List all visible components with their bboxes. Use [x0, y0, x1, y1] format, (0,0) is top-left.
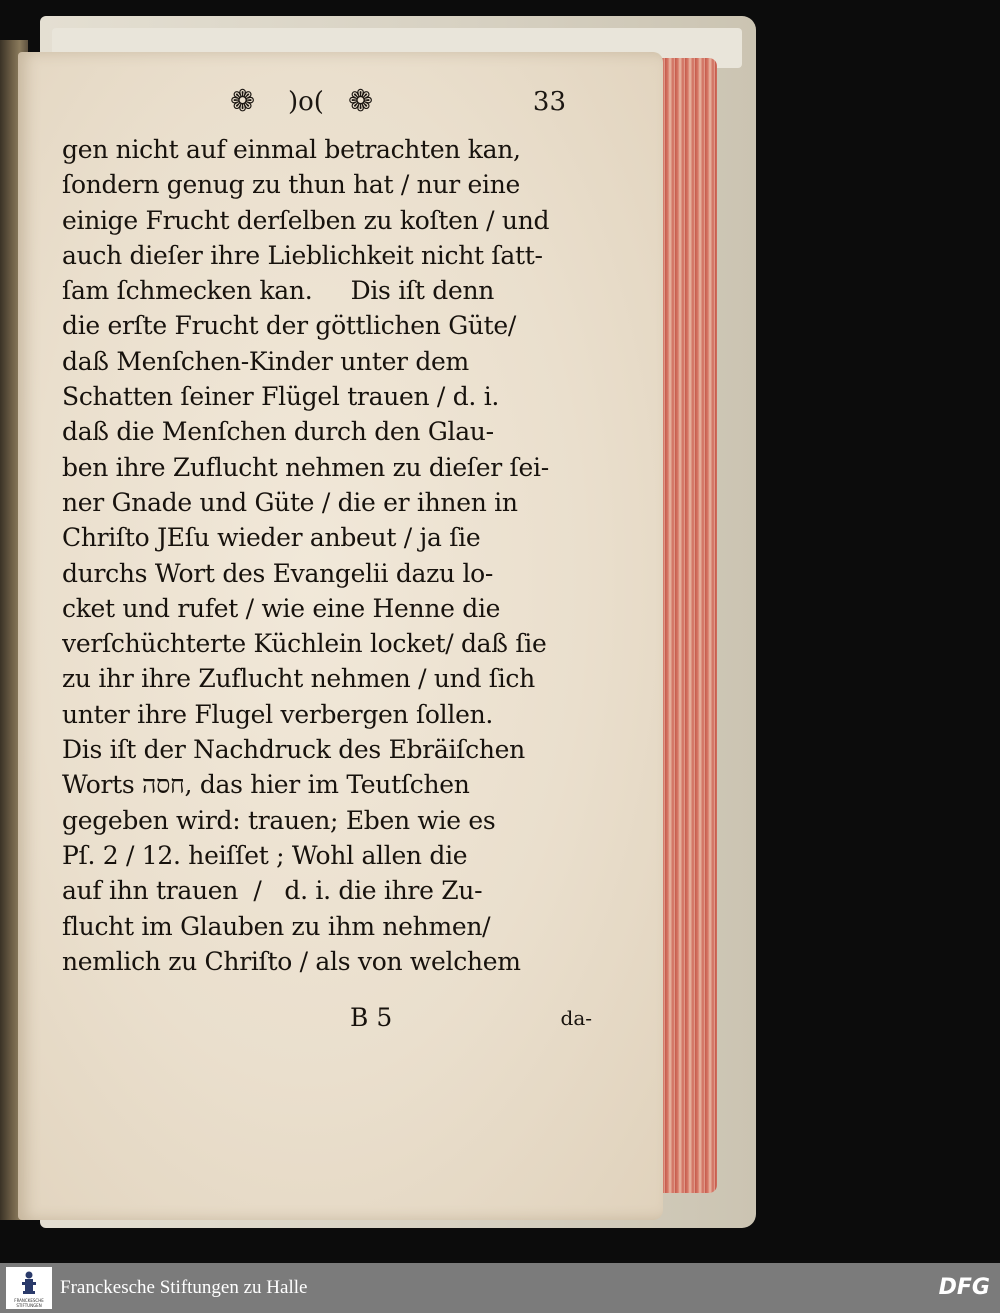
text-line: Dis iſt der Nachdruck des Ebräiſchen: [62, 735, 525, 765]
text-line: auch dieſer ihre Lieblichkeit nicht ſatt-: [62, 240, 543, 270]
text-line: verſchüchterte Küchlein locket/ daß ſie: [62, 629, 547, 659]
text-line: nemlich zu Chriſto / als von welchem: [62, 946, 521, 976]
francke-logo[interactable]: [6, 1267, 52, 1309]
text-line: Pſ. 2 / 12. heiſſet ; Wohl allen die: [62, 840, 468, 870]
text-line: gen nicht auf einmal betrachten kan,: [62, 135, 521, 164]
dfg-logo[interactable]: DFG: [938, 1275, 990, 1300]
red-page-edges: [655, 58, 717, 1193]
text-line: Worts חסה, das hier im Teutſchen: [62, 770, 470, 800]
footer-bar: [0, 1263, 1000, 1313]
header-ornament: )o(: [288, 87, 324, 117]
text-line: durchs Wort des Evangelii dazu lo-: [62, 558, 494, 588]
body-text: [62, 132, 592, 979]
francke-emblem-icon: [20, 1270, 38, 1296]
text-line: ner Gnade und Güte / die er ihnen in: [62, 487, 518, 517]
page-footer: [62, 1000, 592, 1036]
text-line: die erſte Frucht der göttlichen Güte/: [62, 311, 517, 341]
signature-mark: B 5: [350, 1003, 393, 1032]
text-line: cket und rufet / wie eine Henne die: [62, 593, 501, 623]
logo-text: FRANCKESCHE STIFTUNGEN: [14, 1298, 44, 1308]
flower-ornament-icon: ❁: [230, 84, 256, 119]
text-line: zu ihr ihre Zuflucht nehmen / und ſich: [62, 664, 535, 694]
page-header: [230, 82, 580, 122]
text-line: Chriſto JEſu wieder anbeut / ja ſie: [62, 523, 481, 553]
text-line: ben ihre Zuflucht nehmen zu dieſer ſei-: [62, 452, 549, 482]
page-number: 33: [532, 87, 566, 117]
text-line: daß Menſchen-Kinder unter dem: [62, 346, 469, 376]
institution-link[interactable]: Franckesche Stiftungen zu Halle: [60, 1277, 308, 1298]
text-line: flucht im Glauben zu ihm nehmen/: [62, 911, 491, 941]
text-line: ſondern genug zu thun hat / nur eine: [62, 170, 521, 200]
text-line: gegeben wird: trauen; Eben wie es: [62, 805, 496, 835]
text-line: einige Frucht derſelben zu koſten / und: [62, 205, 550, 235]
text-line: Schatten ſeiner Flügel trauen / d. i.: [62, 382, 500, 412]
text-line: ſam ſchmecken kan. Dis iſt denn: [62, 276, 495, 306]
catchword: da-: [560, 1006, 592, 1030]
flower-ornament-icon: ❁: [348, 84, 374, 119]
text-line: daß die Menſchen durch den Glau-: [62, 417, 494, 447]
text-line: auf ihn trauen / d. i. die ihre Zu-: [62, 876, 483, 906]
text-line: unter ihre Flugel verbergen ſollen.: [62, 699, 494, 729]
